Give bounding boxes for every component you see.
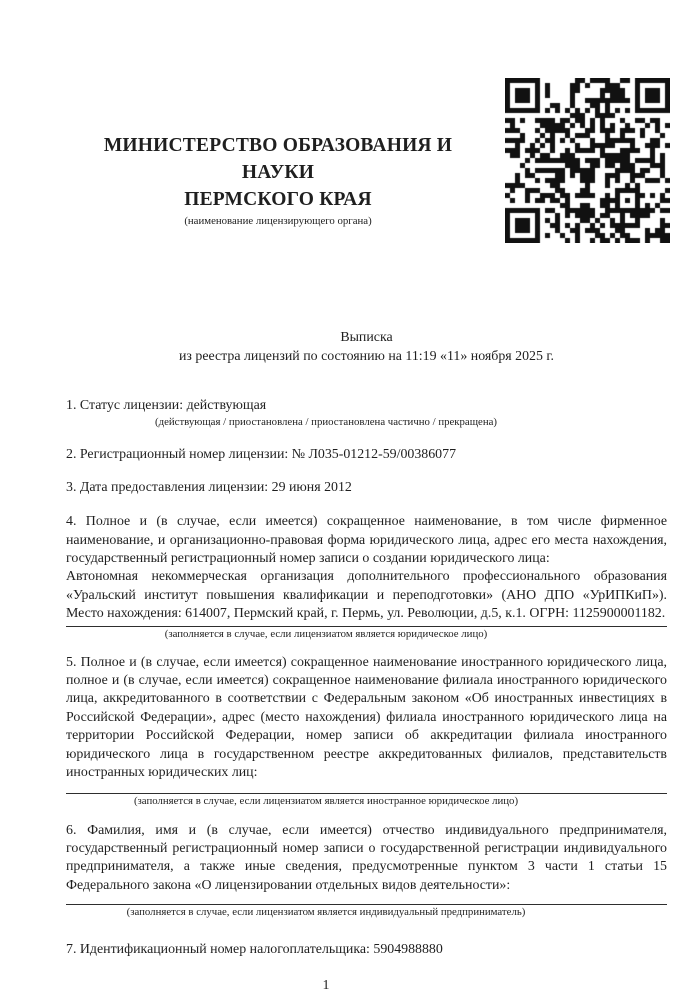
registration-number-text: 2. Регистрационный номер лицензии: № Л035-01212-59/00386077 [66, 447, 457, 463]
section-foreign-entity [66, 654, 667, 808]
ministry-name [66, 132, 490, 213]
individual-entrepreneur-blank-field [66, 895, 667, 904]
section-inn [66, 941, 667, 959]
foreign-entity-label: 5. Полное и (в случае, если имеется) сокращенное наименование иностранного юридического лица, полное и (в случае, если имеется) сокращенное наименование филиала иностранного юридического лица, аккредитованного в соответствии с Федеральным законом «Об иностранных инвестициях в Российской Федерации», адрес (место нахождения) филиала иностранного юридического лица на территории Российской Федерации, номер записи об аккредитации филиала иностранного юридического лица в государственном реестре аккредитованных филиалов, представительств иностранных юридических лиц: [66, 654, 667, 781]
foreign-entity-blank-field [66, 783, 667, 793]
section-license-status [66, 397, 667, 429]
document-title-line1: Выписка [340, 330, 393, 345]
section-grant-date [66, 479, 667, 497]
page-number: 1 [322, 977, 330, 989]
license-status-options-caption: (действующая / приостановлена / приостановлена частично / прекращена) [155, 416, 497, 429]
legal-entity-value: Автономная некоммерческая организация дополнительного профессионального образования «Уральский институт повышения квалификации и переподготовки» (АНО ДПО «УрИПКиП»). Место нахождения: 614007, Пермский край, г. Пермь, ул. Революции, д.5, к.1. ОГРН: 1125900001182. [66, 569, 667, 622]
section-legal-entity [66, 513, 667, 640]
legal-entity-label: 4. Полное и (в случае, если имеется) сокращенное наименование, в том числе фирменное наименование, и организационно-правовая форма юридического лица, адрес его места нахождения, государственный регистрационный номер записи о создании юридического лица: [66, 514, 667, 567]
qr-code [505, 78, 670, 243]
document-title [66, 328, 667, 366]
licensing-authority-caption: (наименование лицензирующего органа) [184, 215, 372, 227]
ministry-name-line1: МИНИСТЕРСТВО ОБРАЗОВАНИЯ И НАУКИ [103, 135, 453, 183]
individual-entrepreneur-caption: (заполняется в случае, если лицензиатом является индивидуальный предприниматель) [126, 906, 526, 919]
license-status-text: 1. Статус лицензии: действующая [66, 398, 267, 413]
foreign-entity-caption: (заполняется в случае, если лицензиатом является иностранное юридическое лицо) [133, 794, 519, 807]
qr-code-canvas [505, 78, 670, 243]
grant-date-text: 3. Дата предоставления лицензии: 29 июня 2012 [66, 479, 352, 495]
ministry-name-line2: ПЕРМСКОГО КРАЯ [184, 189, 372, 210]
individual-entrepreneur-label: 6. Фамилия, имя и (в случае, если имеется) отчество индивидуального предпринимателя, государственный регистрационный номер записи о государственной регистрации индивидуального предпринимателя, а также иные сведения, предусмотренные пунктом 3 части 1 статьи 15 Федерального закона «О лицензировании отдельных видов деятельности»: [66, 822, 667, 893]
inn-text: 7. Идентификационный номер налогоплательщика: 5904988880 [66, 942, 443, 958]
document-title-line2: из реестра лицензий по состоянию на 11:19 «11» ноября 2025 г. [178, 349, 555, 364]
section-individual-entrepreneur [66, 822, 667, 920]
legal-entity-caption: (заполняется в случае, если лицензиатом является юридическое лицо) [164, 627, 488, 640]
section-registration-number [66, 446, 667, 464]
header [66, 0, 490, 228]
